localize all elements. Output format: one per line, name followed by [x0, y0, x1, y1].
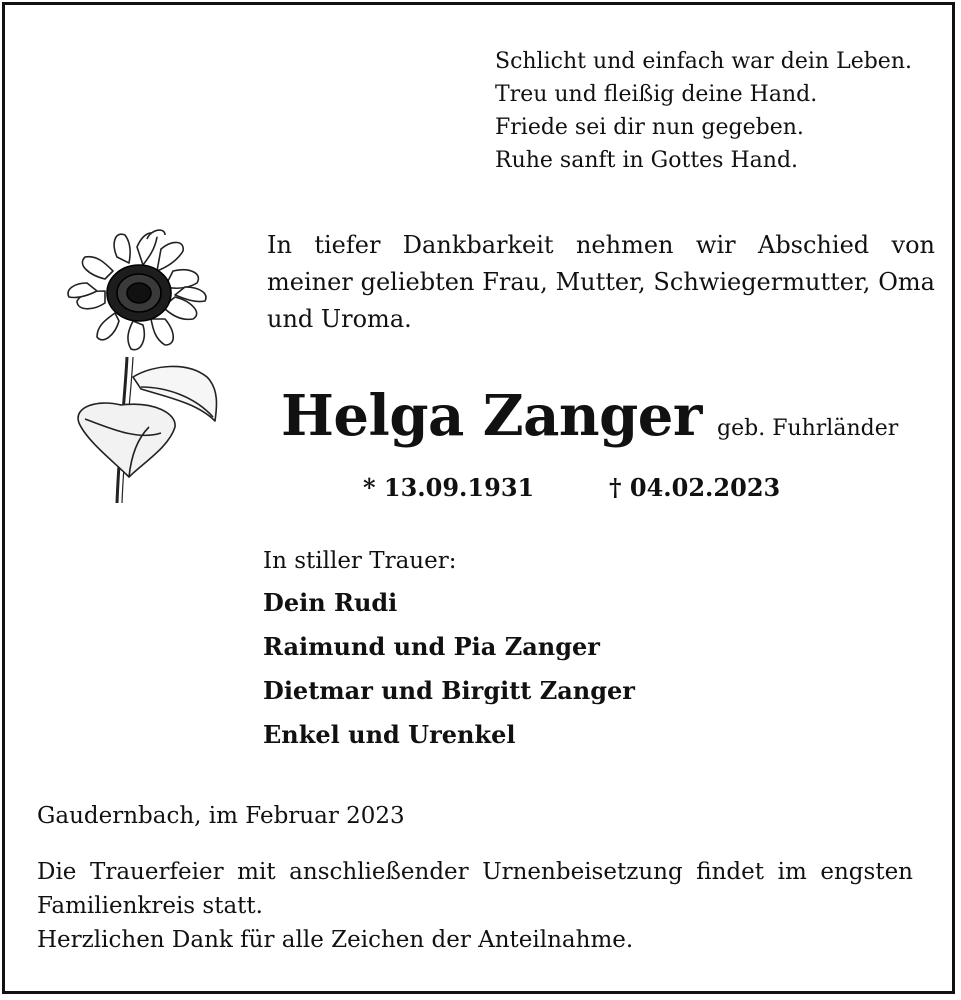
deceased-name: Helga Zanger: [281, 383, 702, 449]
mourner-name: Dein Rudi: [263, 588, 398, 617]
poem-line: Ruhe sanft in Gottes Hand.: [495, 148, 799, 173]
mourners-block: [263, 541, 635, 757]
poem-line: Schlicht und einfach war dein Leben.: [495, 49, 912, 74]
mourner-name: Dietmar und Birgitt Zanger: [263, 676, 635, 705]
poem-line: Treu und fleißig deine Hand.: [495, 82, 818, 107]
sunflower-icon: [57, 227, 223, 509]
mourners-label: In stiller Trauer:: [263, 548, 457, 574]
place-date: Gaudernbach, im Februar 2023: [37, 803, 405, 829]
birth-date: * 13.09.1931: [363, 473, 535, 502]
birth-name: geb. Fuhrländer: [717, 416, 899, 441]
mourner-name: Raimund und Pia Zanger: [263, 632, 600, 661]
mourner-name: Enkel und Urenkel: [263, 720, 516, 749]
obituary-notice: [2, 2, 955, 994]
deceased-name-row: [281, 383, 941, 449]
thanks-note: Herzlichen Dank für alle Zeichen der Anteilnahme.: [37, 927, 634, 953]
poem-line: Friede sei dir nun gegeben.: [495, 115, 804, 140]
intro-text: In tiefer Dankbarkeit nehmen wir Abschied von meiner geliebten Frau, Mutter, Schwiegermutter, Oma und Uroma.: [267, 231, 935, 333]
closing-text: [37, 855, 913, 957]
funeral-note: Die Trauerfeier mit anschließender Urnenbeisetzung findet im engsten Familienkreis statt.: [37, 859, 913, 919]
poem: [495, 45, 912, 177]
death-date: † 04.02.2023: [609, 473, 781, 502]
